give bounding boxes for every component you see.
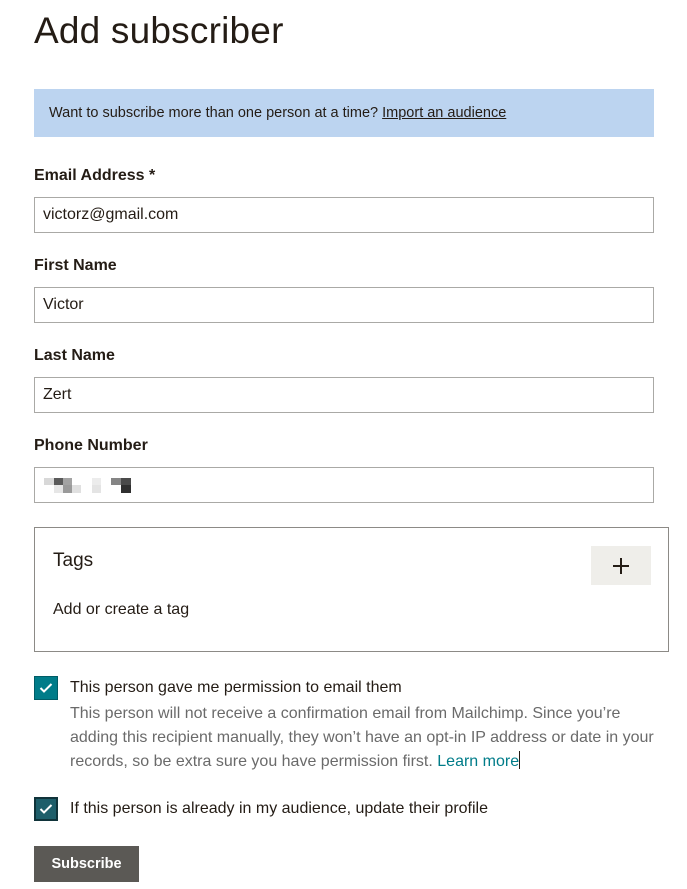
email-label: Email Address * bbox=[34, 167, 156, 184]
page-title: Add subscriber bbox=[34, 10, 284, 51]
email-field[interactable] bbox=[34, 197, 654, 233]
first-name-label: First Name bbox=[34, 257, 117, 274]
import-audience-link[interactable]: Import an audience bbox=[382, 105, 507, 121]
tag-input[interactable]: Add or create a tag bbox=[53, 601, 190, 618]
text-caret bbox=[519, 751, 520, 769]
add-tag-button[interactable] bbox=[591, 546, 651, 585]
import-banner bbox=[34, 89, 654, 137]
phone-label: Phone Number bbox=[34, 437, 148, 454]
first-name-field[interactable] bbox=[34, 287, 654, 323]
checkmark-icon bbox=[39, 803, 53, 815]
learn-more-link[interactable]: Learn more bbox=[437, 753, 520, 770]
permission-description-text: This person will not receive a confirmation email from Mailchimp. Since you’re adding this recipient manually, they won’t have an opt-in IP address or date in your records, so be extra sure you have permission first. bbox=[70, 705, 654, 770]
permission-label: This person gave me permission to email them bbox=[70, 679, 402, 696]
checkmark-icon bbox=[39, 682, 53, 694]
update-profile-checkbox[interactable] bbox=[34, 797, 58, 821]
banner-text: Want to subscribe more than one person at a time? bbox=[49, 105, 379, 121]
last-name-field[interactable] bbox=[34, 377, 654, 413]
last-name-label: Last Name bbox=[34, 347, 115, 364]
permission-checkbox[interactable] bbox=[34, 676, 58, 700]
update-profile-label: If this person is already in my audience, update their profile bbox=[70, 800, 489, 817]
tags-heading: Tags bbox=[53, 550, 94, 571]
tags-panel bbox=[34, 527, 669, 652]
phone-field[interactable] bbox=[34, 467, 654, 503]
plus-icon bbox=[612, 557, 630, 575]
permission-description bbox=[70, 702, 660, 774]
subscribe-button[interactable]: Subscribe bbox=[34, 846, 139, 882]
